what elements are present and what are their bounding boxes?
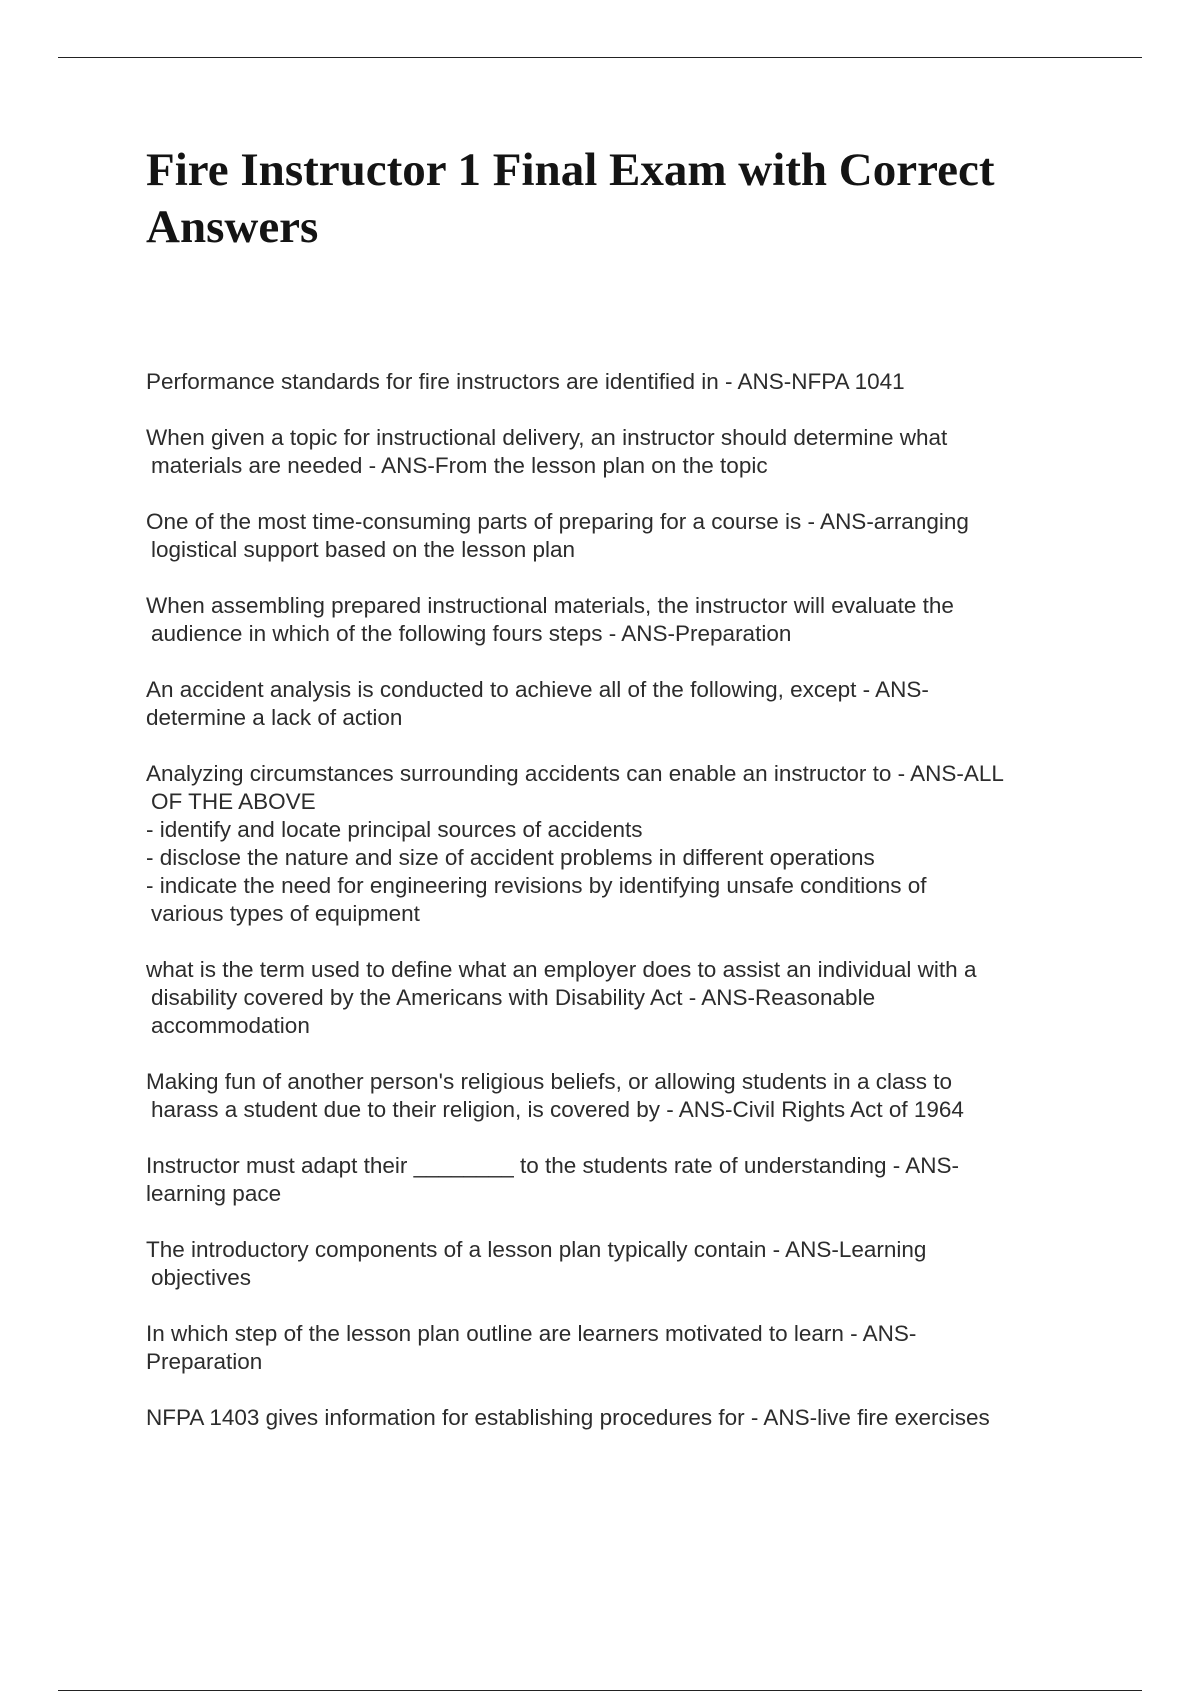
qa-line: learning pace xyxy=(146,1181,282,1206)
document-title-line: Answers xyxy=(146,201,319,253)
qa-line: Instructor must adapt their ________ to the students rate of understanding - ANS- xyxy=(146,1153,959,1178)
qa-item xyxy=(146,592,1096,648)
qa-line: - indicate the need for engineering revisions by identifying unsafe conditions of xyxy=(146,873,927,898)
qa-line: Performance standards for fire instructors are identified in - ANS-NFPA 1041 xyxy=(146,369,905,394)
bottom-divider xyxy=(58,1690,1142,1691)
document-title xyxy=(146,142,1106,256)
qa-item xyxy=(146,1236,1096,1292)
qa-line: One of the most time-consuming parts of preparing for a course is - ANS-arranging xyxy=(146,509,969,534)
qa-item xyxy=(146,760,1096,928)
qa-line: - identify and locate principal sources of accidents xyxy=(146,817,643,842)
qa-item xyxy=(146,1320,1096,1376)
qa-line: logistical support based on the lesson plan xyxy=(151,537,576,562)
qa-line: disability covered by the Americans with Disability Act - ANS-Reasonable xyxy=(151,985,876,1010)
qa-line: When given a topic for instructional delivery, an instructor should determine what xyxy=(146,425,948,450)
qa-line: Preparation xyxy=(146,1349,263,1374)
qa-line: The introductory components of a lesson plan typically contain - ANS-Learning xyxy=(146,1237,927,1262)
qa-line: determine a lack of action xyxy=(146,705,403,730)
qa-item xyxy=(146,1068,1096,1124)
qa-item xyxy=(146,1152,1096,1208)
qa-line: An accident analysis is conducted to achieve all of the following, except - ANS- xyxy=(146,677,929,702)
question-answer-list xyxy=(146,368,1096,1460)
qa-line: When assembling prepared instructional materials, the instructor will evaluate the xyxy=(146,593,954,618)
qa-item xyxy=(146,424,1096,480)
qa-line: In which step of the lesson plan outline are learners motivated to learn - ANS- xyxy=(146,1321,917,1346)
qa-line: accommodation xyxy=(151,1013,310,1038)
qa-line: materials are needed - ANS-From the lesson plan on the topic xyxy=(151,453,768,478)
qa-line: Analyzing circumstances surrounding accidents can enable an instructor to - ANS-ALL xyxy=(146,761,1004,786)
qa-line: harass a student due to their religion, is covered by - ANS-Civil Rights Act of 1964 xyxy=(151,1097,964,1122)
qa-line: OF THE ABOVE xyxy=(151,789,316,814)
qa-item xyxy=(146,508,1096,564)
qa-line: various types of equipment xyxy=(151,901,420,926)
qa-line: - disclose the nature and size of accident problems in different operations xyxy=(146,845,875,870)
qa-item xyxy=(146,368,1096,396)
qa-item xyxy=(146,1404,1096,1432)
qa-line: Making fun of another person's religious beliefs, or allowing students in a class to xyxy=(146,1069,952,1094)
qa-line: NFPA 1403 gives information for establishing procedures for - ANS-live fire exercises xyxy=(146,1405,990,1430)
qa-item xyxy=(146,956,1096,1040)
qa-line: audience in which of the following fours steps - ANS-Preparation xyxy=(151,621,792,646)
qa-item xyxy=(146,676,1096,732)
qa-line: what is the term used to define what an employer does to assist an individual with a xyxy=(146,957,977,982)
qa-line: objectives xyxy=(151,1265,252,1290)
document-title-line: Fire Instructor 1 Final Exam with Correct xyxy=(146,144,995,196)
top-divider xyxy=(58,57,1142,58)
